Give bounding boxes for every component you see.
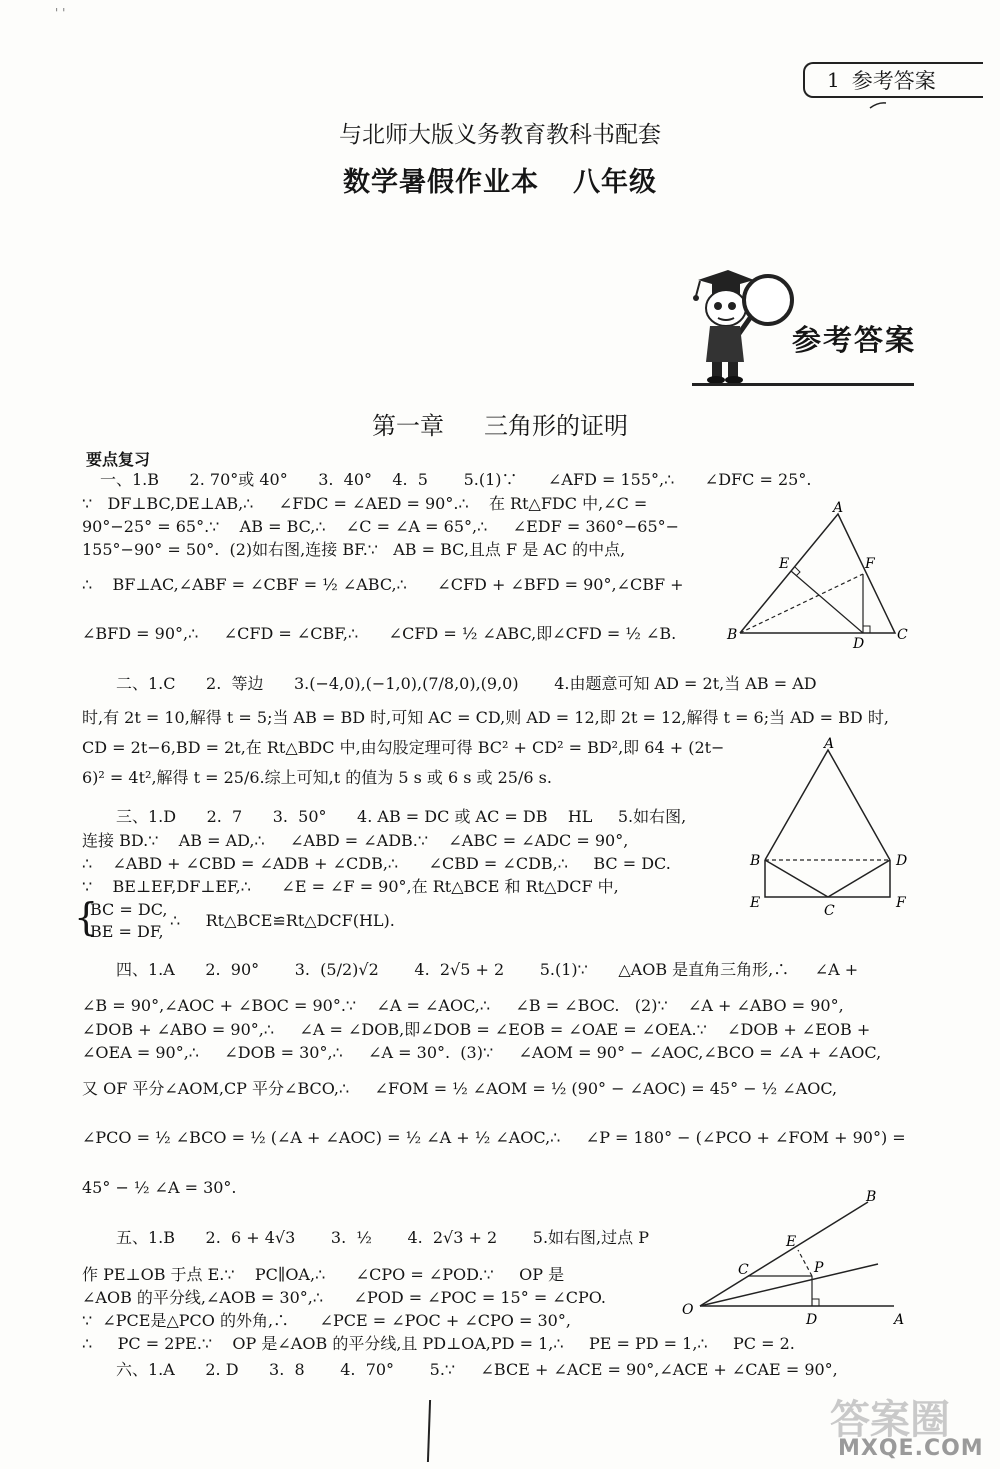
figure-label: E <box>750 895 761 911</box>
answer-line: ∵ ∠PCE是△PCO 的外角,∴ ∠PCE = ∠POC + ∠CPO = 30°, <box>82 1311 571 1330</box>
answer-line: 一、1.B 2. 70°或 40° 3. 40° 4. 5 5.(1)∵ ∠AFD = 155°,∴ ∠DFC = 25°. <box>100 470 812 489</box>
book-title-main: 数学暑假作业本 <box>343 167 539 198</box>
figure-label: B <box>727 627 738 643</box>
answer-line: 6)² = 4t²,解得 t = 25/6.综上可知,t 的值为 5 s 或 6 s 或 25/6 s. <box>82 768 552 787</box>
page-section-tab <box>803 62 983 98</box>
figure-kite-abcd <box>748 734 918 924</box>
mascot-magnifier-icon <box>688 262 798 384</box>
page-number: 1 <box>827 68 840 92</box>
chapter-heading <box>0 406 1000 441</box>
answer-line: 时,有 2t = 10,解得 t = 5;当 AB = BD 时,可知 AC = CD,则 AD = 12,即 2t = 12,解得 t = 6;当 AD = BD 时, <box>82 708 889 727</box>
figure-label: E <box>786 1234 797 1250</box>
answer-line: ∠DOB + ∠ABO = 90°,∴ ∠A = ∠DOB,即∠DOB = ∠EOB = ∠OAE = ∠OEA.∵ ∠DOB + ∠EOB + <box>82 1020 871 1039</box>
figure-label: D <box>853 636 865 648</box>
figure-label: P <box>814 1260 824 1276</box>
watermark-text: MXQE.COM <box>838 1436 984 1461</box>
answer-line: 90°−25° = 65°.∵ AB = BC,∴ ∠C = ∠A = 65°,∴ ∠EDF = 360°−65°− <box>82 517 680 536</box>
answer-line: 四、1.A 2. 90° 3. (5/2)√2 4. 2√5 + 2 5.(1)∵ △AOB 是直角三角形,∴ ∠A + <box>116 960 859 979</box>
answer-line: 三、1.D 2. 7 3. 50° 4. AB = DC 或 AC = DB HL 5.如右图, <box>116 807 687 826</box>
answer-banner-label: 参考答案 <box>792 323 917 357</box>
figure-angle-bisector <box>678 1186 908 1332</box>
chapter-name: 三角形的证明 <box>484 412 628 440</box>
answer-line: ∠AOB 的平分线,∠AOB = 30°,∴ ∠POD = ∠POC = 15° = ∠CPO. <box>82 1288 606 1307</box>
corner-mark: ' ' <box>55 6 66 20</box>
chapter-number: 第一章 <box>372 412 444 440</box>
answer-line: 五、1.B 2. 6 + 4√3 3. ½ 4. 2√3 + 2 5.如右图,过点 P <box>116 1228 649 1247</box>
figure-label: A <box>833 500 844 516</box>
answer-line: ∴ BF⊥AC,∠ABF = ∠CBF = ½ ∠ABC,∴ ∠CFD + ∠BFD = 90°,∠CBF + <box>82 575 684 594</box>
answer-line: ∠B = 90°,∠AOC + ∠BOC = 90°.∵ ∠A = ∠AOC,∴ ∠B = ∠BOC. (2)∵ ∠A + ∠ABO = 90°, <box>82 996 844 1015</box>
answer-line: ∠OEA = 90°,∴ ∠DOB = 30°,∴ ∠A = 30°. (3)∵ ∠AOM = 90° − ∠AOC,∠BCO = ∠A + ∠AOC, <box>82 1043 882 1062</box>
answer-line: ∠BFD = 90°,∴ ∠CFD = ∠CBF,∴ ∠CFD = ½ ∠ABC,即∠CFD = ½ ∠B. <box>82 624 677 643</box>
figure-triangle-abc-efd <box>725 498 915 648</box>
figure-label: F <box>896 895 906 911</box>
book-title-grade: 八年级 <box>573 167 657 198</box>
pen-flick-icon <box>868 100 888 110</box>
answer-line: ∴ PC = 2PE.∵ OP 是∠AOB 的平分线,且 PD⊥OA,PD = 1,∴ PE = PD = 1,∴ PC = 2. <box>82 1334 795 1353</box>
book-title <box>0 160 1000 199</box>
figure-label: B <box>750 853 761 869</box>
banner-underline <box>692 383 914 386</box>
answer-line: 作 PE⊥OB 于点 E.∵ PC∥OA,∴ ∠CPO = ∠POD.∵ OP 是 <box>82 1265 565 1284</box>
section-heading: 要点复习 <box>86 450 151 469</box>
answer-line: ∴ Rt△BCE≌Rt△DCF(HL). <box>170 911 395 930</box>
figure-label: C <box>738 1262 749 1278</box>
figure-label: O <box>682 1302 694 1318</box>
book-subtitle: 与北师大版义务教育教科书配套 <box>339 122 661 148</box>
answer-line: ∠PCO = ½ ∠BCO = ½ (∠A + ∠AOC) = ½ ∠A + ½ ∠AOC,∴ ∠P = 180° − (∠PCO + ∠FOM + 90°) = <box>82 1128 906 1147</box>
figure-label: B <box>866 1189 877 1205</box>
figure-label: D <box>896 853 908 869</box>
figure-label: A <box>824 736 835 752</box>
answer-line: 又 OF 平分∠AOM,CP 平分∠BCO,∴ ∠FOM = ½ ∠AOM = ½ (90° − ∠AOC) = 45° − ½ ∠AOC, <box>82 1079 838 1098</box>
answer-line: 155°−90° = 50°. (2)如右图,连接 BF.∵ AB = BC,且点 F 是 AC 的中点, <box>82 540 626 559</box>
answer-line: BE = DF, <box>90 922 164 941</box>
answer-line: BC = DC, <box>90 900 168 919</box>
figure-label: C <box>897 627 908 643</box>
watermark-glyphs: 答案圈 <box>830 1397 950 1443</box>
figure-label: C <box>824 903 835 919</box>
answer-line: ∵ BE⊥EF,DF⊥EF,∴ ∠E = ∠F = 90°,在 Rt△BCE 和 Rt△DCF 中, <box>82 877 619 896</box>
figure-label: E <box>779 556 790 572</box>
pen-stroke <box>427 1400 431 1462</box>
answer-line: 二、1.C 2. 等边 3.(−4,0),(−1,0),(7/8,0),(9,0) 4.由题意可知 AD = 2t,当 AB = AD <box>116 674 817 693</box>
section-tab-label: 参考答案 <box>851 69 936 93</box>
answer-line: ∴ ∠ABD + ∠CBD = ∠ADB + ∠CDB,∴ ∠CBD = ∠CDB,∴ BC = DC. <box>82 854 671 873</box>
answer-line: 连接 BD.∵ AB = AD,∴ ∠ABD = ∠ADB.∵ ∠ABC = ∠ADC = 90°, <box>82 831 629 850</box>
answer-line: 45° − ½ ∠A = 30°. <box>82 1178 237 1197</box>
figure-label: F <box>865 556 875 572</box>
figure-label: A <box>894 1312 905 1328</box>
figure-label: D <box>806 1312 818 1328</box>
system-brace: { <box>74 895 99 939</box>
answer-line: CD = 2t−6,BD = 2t,在 Rt△BDC 中,由勾股定理可得 BC² + CD² = BD²,即 64 + (2t− <box>82 738 725 757</box>
answer-line: ∵ DF⊥BC,DE⊥AB,∴ ∠FDC = ∠AED = 90°.∴ 在 Rt△FDC 中,∠C = <box>82 494 648 513</box>
answer-line: 六、1.A 2. D 3. 8 4. 70° 5.∵ ∠BCE + ∠ACE = 90°,∠ACE + ∠CAE = 90°, <box>116 1360 838 1379</box>
